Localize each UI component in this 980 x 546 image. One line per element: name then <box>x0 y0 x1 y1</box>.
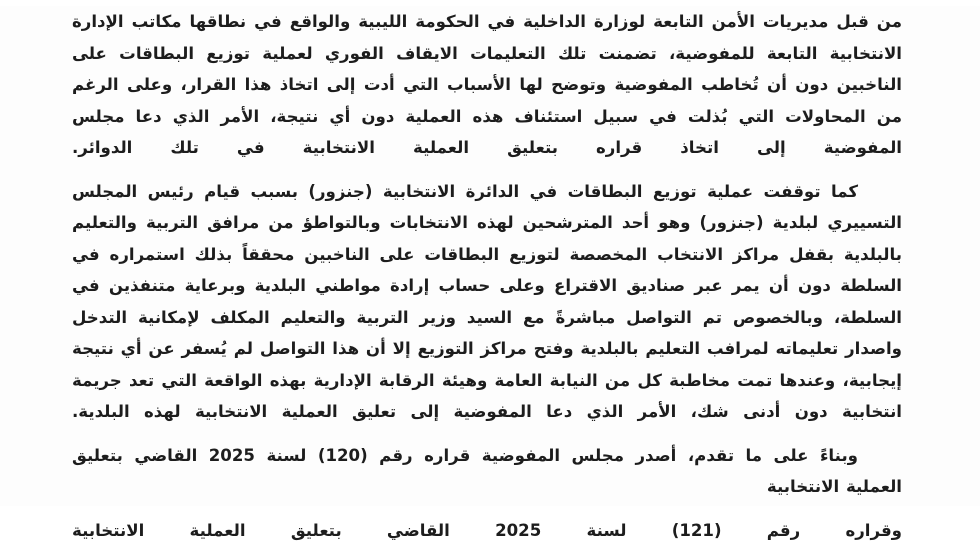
paragraph-3-text: على ما تقدم، أصدر مجلس المفوضية قراره رقم (120) لسنة 2025 القاضي بتعليق العملية الانتخابية <box>72 445 902 496</box>
paragraph-2-text: توقفت عملية توزيع البطاقات في الدائرة الانتخابية (جنزور) بسبب قيام رئيس المجلس التسييري لبلدية (جنزور) وهو أحد المترشحين لهذه الانتخابات وبالتواطؤ من مرافق التربية والتعليم بالبلدية بقفل مراكز الانتخاب المخصصة لتوزيع البطاقات على الناخبين محققاً بذلك استمراره في السلطة دون أن يمر عبر صناديق الاقتراع وعلى حساب إرادة مواطني البلدية وبرعاية متنفذين في السلطة، وبالخصوص تم التواصل مباشرةً مع السيد وزير التربية والتعليم المكلف لإمكانية التدخل واصدار تعليماته لمرافب التعليم بالبلدية وفتح مراكز التوزيع إلا أن هذا التواصل لم يُسفر عن أي نتيجة إيجابية، وعندها تمت مخاطبة كل من النيابة العامة وهيئة الرقابة الإدارية بهذه الواقعة التي تعد جريمة انتخابية دون أدنى شك، الأمر الذي دعا المفوضية إلى تعليق العملية الانتخابية لهذه البلدية. <box>72 181 902 421</box>
paragraph-3-lead: وبناءً <box>819 445 858 465</box>
paragraph-1-text: من قبل مديريات الأمن التابعة لوزارة الداخلية في الحكومة الليبية والواقع في نطاقها مكاتب الإدارة الانتخابية التابعة للمفوضية، تضمنت تلك التعليمات الايقاف الفوري لعملية توزيع البطاقات على الناخبين دون أن تُخاطب المفوضية وتوضح لها الأسباب التي أدت إلى اتخاذ هذا القرار، وعلى الرغم من المحاولات التي بُذلت في سبيل استئناف هذه العملية دون أي نتيجة، الأمر الذي دعا مجلس المفوضية إلى اتخاذ قراره بتعليق العملية الانتخابية في تلك الدوائر. <box>72 12 902 157</box>
paragraph-4-partial <box>72 515 902 540</box>
document-page <box>0 6 980 540</box>
paragraph-2-lead: كما <box>831 181 859 201</box>
paragraph-4-text: وقراره رقم (121) لسنة 2025 القاضي بتعليق العملية الانتخابية <box>72 520 902 540</box>
paragraph-2 <box>72 176 902 428</box>
paragraph-1 <box>72 6 902 164</box>
document-body <box>72 6 902 540</box>
paragraph-3 <box>72 440 902 503</box>
